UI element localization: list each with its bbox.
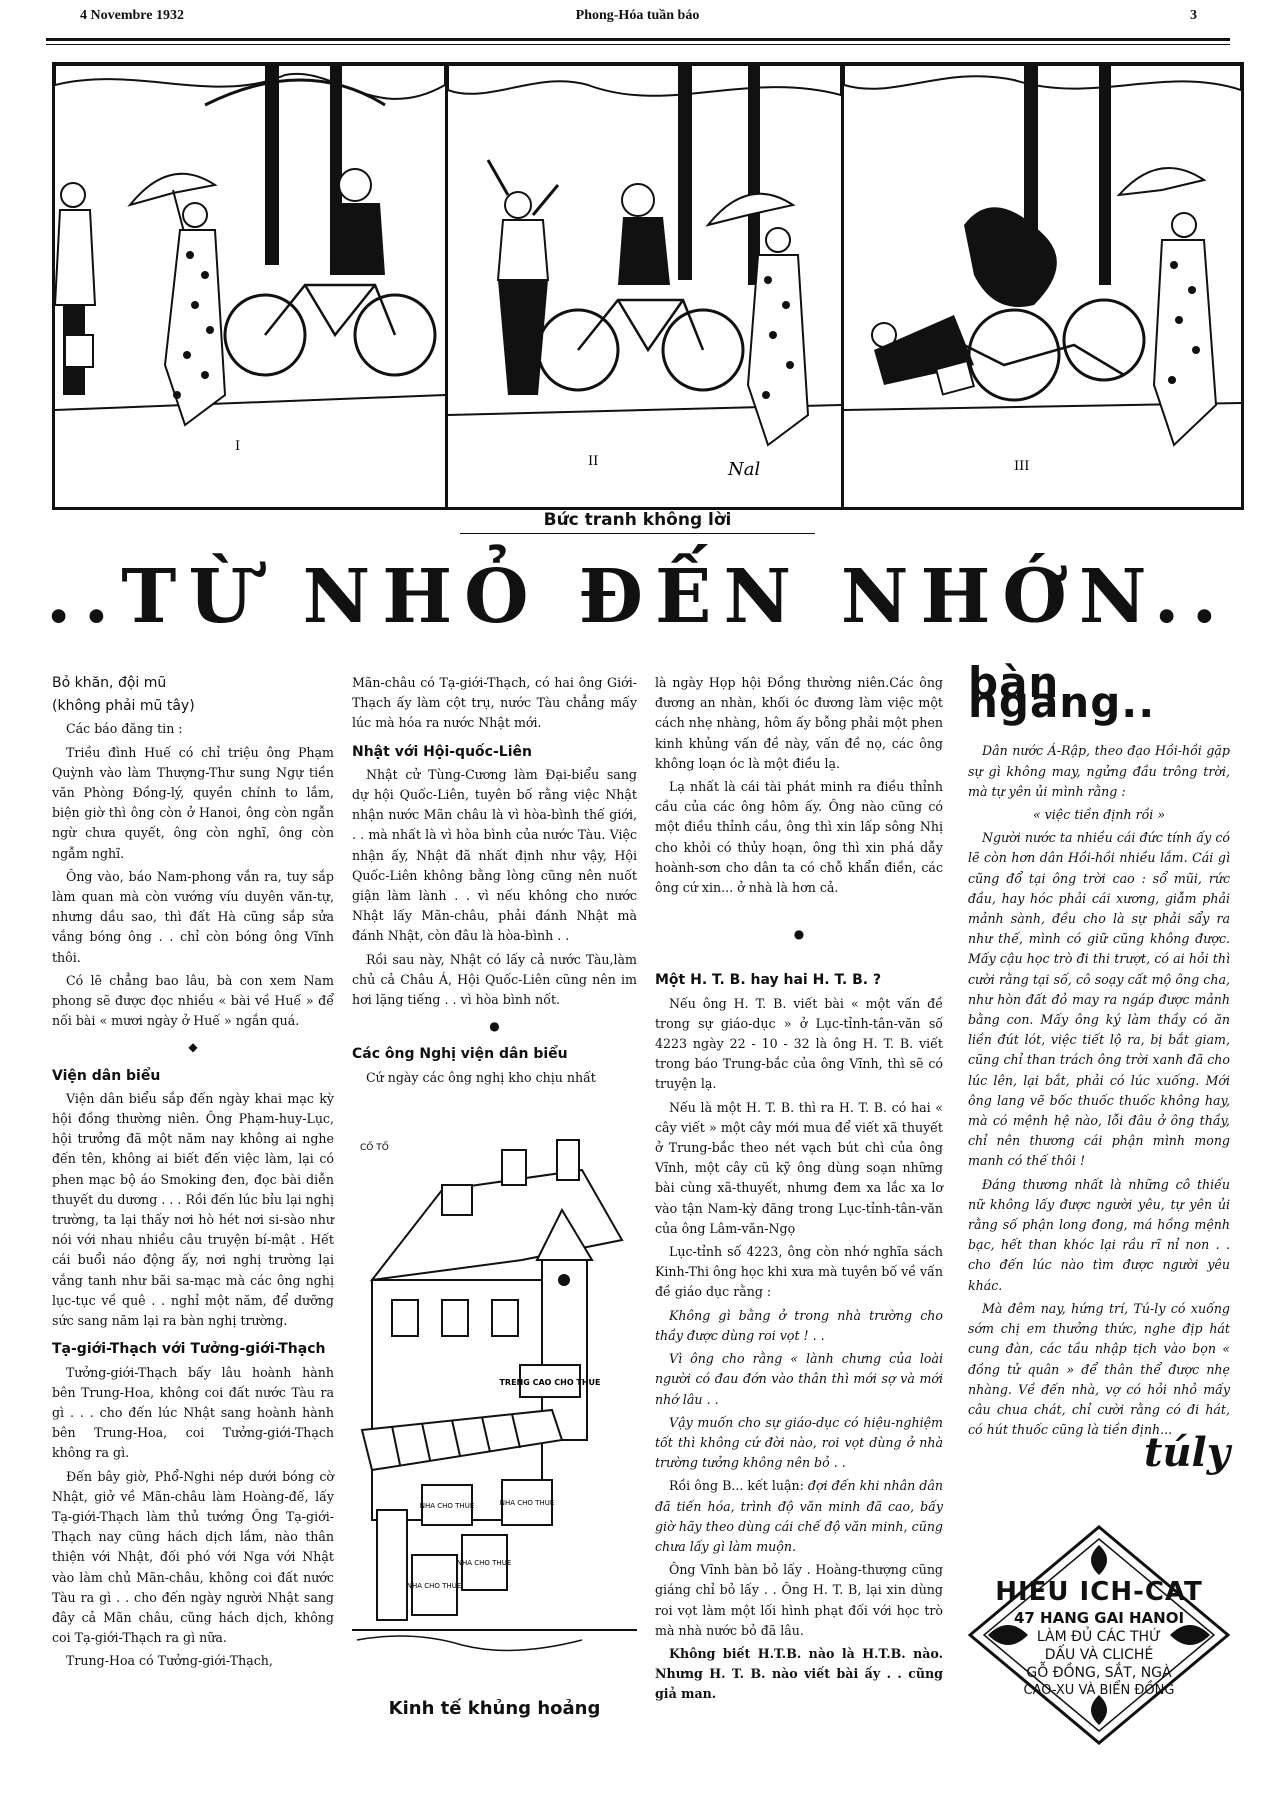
paragraph: Trung-Hoa có Tưởng-giới-Thạch, — [66, 1653, 273, 1669]
quoted-paragraph: Không gì bằng ở trong nhà trường cho thầy được dùng roi vọt ! . . — [655, 1307, 943, 1343]
cartoonist-signature: CỐ TỐ — [360, 1143, 389, 1153]
author-signature: túly — [1144, 1429, 1230, 1477]
comic-panel-1-drawing — [55, 65, 445, 507]
header-rule-thin — [46, 44, 1230, 45]
comic-panel-2 — [448, 65, 841, 507]
column-2 — [352, 673, 637, 1091]
section-heading: Bỏ khăn, đội mũ — [52, 675, 167, 691]
sign-text: NHA CHO THUE — [456, 1559, 512, 1567]
section-heading: Tạ-giới-Thạch với Tưởng-giới-Thạch — [52, 1341, 326, 1358]
comic-signature: Nal — [728, 459, 761, 480]
paragraph: Người nước ta nhiều cái đức tính ấy có lẽ còn hơn dân Hồi-hồi nhiều lắm. Cái gì cũng đổ tại ông trời cao : sổ mũi, rức đầu, hay hóc phải cái xương, giẫm phải mảnh sành, đều cho là sự phải sẩy ra như thế, mình có giữ cũng không được. Mấy cậu học trò đi thi trượt, có ai hỏi thì cười rằng tại số, cô soạy cất mộ ông cha, như hòn đất đỏ may ra ngáp được mảnh bằng con. Mấy ông ký làm thầy có ăn liền đút lót, việc tiết lộ ra, bị bắt giam, cũng chỉ than trách ông trời xanh đã cho lúc lên, lại bắt, phải có lúc xuống. Mới ông lang vẽ bốc thuốc thuốc không hay, mà có mệnh hệ nào, lỗi đâu ở ông thầy, chỉ nên thương cái phận mình mong manh có thế thôi ! — [968, 830, 1230, 1169]
paragraph: Cứ ngày các ông nghị kho chịu nhất — [366, 1069, 596, 1085]
panel-label-3: III — [1014, 459, 1030, 474]
paragraph: Ông Vĩnh bàn bỏ lấy . Hoàng-thượng cũng giáng chỉ bỏ lấy . . Ông H. T. B, lại xin dùng roi vọt làm một lối hình phạt đối với học trò mà nhà nước bỏ đã lâu. — [655, 1562, 943, 1638]
paragraph-italic: đợi đến khi nhân dân đã tiến hóa, trình độ văn minh đã cao, bấy giờ hãy theo dùng cái chế độ văn minh, cũng chưa lấy gì làm muộn. — [655, 1478, 943, 1554]
ad-line: DẤU VÀ CLICHÉ — [1044, 1647, 1154, 1663]
section-divider-dot: ● — [793, 927, 805, 942]
panel-label-1: I — [235, 439, 241, 454]
page-number: 3 — [1190, 8, 1197, 23]
panel-label-2: II — [588, 454, 599, 469]
sign-text: NHA CHO THUE — [406, 1582, 462, 1590]
paragraph: Viện dân biểu sắp đến ngày khai mạc kỳ hội đồng thường niên. Ông Phạm-huy-Lục, hội trưởng đã một năm nay không ai nghe đến tên, không ai biết đến việc làm, lại có phen mạc bộ áo Smoking đen, đọc bài diễn thuyết du dương . . . Rồi đến lúc bỉu lại nghị trường, ta lại thấy nơi hò hét nơi si-sào như nói với nhau nhiều câu truyện bí-mật . Hết cái buổi náo động ấy, nơi nghị trường lại vắng tanh như bãi sa-mạc mà các ông nghị lục-tục về quê . . nghỉ một năm, để dưỡng sức sang năm lại ra bàn nghị trường. — [52, 1090, 334, 1329]
paragraph: Đáng thương nhất là những cô thiếu nữ không lấy được người yêu, tự yên ủi rằng số phận long đong, má hồng mệnh bạc, hết than khóc lại rầu rĩ nỉ non . . cho đến lúc nào tìm được người yêu khác. — [968, 1176, 1230, 1293]
ad-shop-name: HIEU ICH-CAT — [995, 1577, 1203, 1607]
comic-panel-1 — [55, 65, 445, 507]
ad-address: 47 HANG GAI HANOI — [1013, 1609, 1185, 1627]
paragraph: Đến bây giờ, Phổ-Nghi nép dưới bóng cờ Nhật, giở về Mãn-châu làm Hoàng-đế, lấy Tạ-giới-Thạch làm thủ tướng Ông Tạ-giới-Thạch nay cũng hách dịch lắm, nào thân thiện với Nhật, đối phó với Nga với Nhật vào làm chủ Mãn-châu, không coi đất nước Tàu ra gì . . cho đến ngày người Nhật sang đây cả Mãn châu, cũng hách dịch, không coi Tạ-giới-Thạch ra gì nữa. — [52, 1468, 334, 1646]
sign-text: NHA CHO THUE — [419, 1502, 475, 1510]
paragraph: Dân nước Á-Rập, theo đạo Hồi-hồi gặp sự gì không may, ngửng đầu trông trời, mà tự yên ủi mình rằng : — [968, 743, 1230, 799]
paragraph: Mà đêm nay, hứng trí, Tú-ly có xuống sớm chị em thưởng thức, nghe địp hát cung đàn, các tầu nhập tịch vào bọn « đồng tử quân » để thân thể được nhẹ nhàng. Về đến nhà, vợ có hỏi nhỏ mấy câu chua chát, chỉ cười rằng có đi hát, có hút thuốc cũng là tiền định... — [968, 1300, 1230, 1438]
paragraph: Mãn-châu có Tạ-giới-Thạch, có hai ông Giới-Thạch ấy làm cột trụ, nước Tàu chẳng mấy lúc mà hóa ra nước Nhật mới. — [352, 675, 637, 731]
paragraph: là ngày Họp hội Đồng thường niên.Các ông đương an nhàn, khối óc đương làm việc một cách nhẹ nhàng, hôm ấy bỗng phải một phen kinh khủng vấn đề này, vấn đề nọ, các ông không loạn óc là một điều lạ. — [655, 675, 943, 771]
ad-line: LÀM ĐỦ CÁC THỨ — [1036, 1629, 1162, 1645]
paragraph — [655, 1476, 943, 1557]
paragraph: Không biết H.T.B. nào là H.T.B. nào. Nhưng H. T. B. nào viết bài ấy . . cũng giả man. — [655, 1645, 943, 1702]
sign-text: TRENG CAO CHO THUE — [499, 1378, 601, 1387]
paragraph: Nhật cử Tùng-Cương làm Đại-biểu sang dự hội Quốc-Liên, tuyên bố rằng việc Nhật nhận nước Mãn châu là vì hòa-bình thế giới, . . mà nhất là vì hòa bình của nước Tàu. Việc nhận ấy, Nhật đã nhất định như vậy, Hội Quốc-Liên không bằng lòng cũng nên nuốt giận làm lành . . vì nếu không cho nước Nhật lấy Mãn-châu, phải đánh Nhật mà đánh Nhật, còn đâu là hòa-bình . . — [352, 766, 637, 944]
paragraph: Có lẽ chẳng bao lâu, bà con xem Nam phong sẽ được đọc nhiều « bài về Huế » để nối bài « mươi ngày ở Huế » ngắn quá. — [52, 972, 334, 1029]
cartoon-drawing — [352, 1110, 637, 1665]
paragraph: Nếu ông H. T. B. viết bài « một vấn đề trong sự giáo-dục » ở Lục-tỉnh-tân-văn số 4223 ngày 22 - 10 - 32 là ông H. T. B. viết trong báo Trung-bắc của ông Vĩnh, thì sẽ có truyện lạ. — [655, 995, 943, 1092]
ad-line: CAO-XU VÀ BIỂN ĐỒNG — [1023, 1683, 1175, 1698]
paragraph: Lạ nhất là cái tài phát minh ra điều thỉnh cầu của các ông hôm ấy. Ông nào cũng có một điều thỉnh cầu, ông thì xin lấp sông Nhị cho khỏi có thủy hoạn, ông thì xin phá dẫy hoành-sơn cho dân ta có chỗ khẩn điền, các ông cứ xin... ở nhà là hơn cả. — [655, 779, 943, 896]
section-divider-dot: ◆ — [188, 1040, 198, 1055]
paragraph: Rồi sau này, Nhật có lấy cả nước Tàu,làm chủ cả Châu Á, Hội Quốc-Liên cũng nên im hơi lặng tiếng . . vì hòa bình nốt. — [352, 951, 637, 1008]
issue-date: 4 Novembre 1932 — [80, 8, 184, 23]
paragraph-lead: Rồi ông B... kết luận: — [669, 1478, 808, 1494]
cartoon-caption: Kinh tế khủng hoảng — [388, 1698, 601, 1719]
comic-strip — [52, 62, 1244, 510]
section-subheading: (không phải mũ tây) — [52, 698, 195, 715]
header-rule — [46, 38, 1230, 41]
comic-panel-3-drawing — [844, 65, 1241, 507]
advertisement — [968, 1525, 1230, 1745]
column-4 — [968, 658, 1230, 1477]
ad-line: GỖ ĐỒNG, SẮT, NGÀ — [1026, 1665, 1172, 1681]
paragraph: Triều đình Huế có chỉ triệu ông Phạm Quỳnh vào làm Thượng-Thư sung Ngự tiền văn Phòng Đồng-lý, quyền chính to lắm, biện giờ thì ông còn ở Hanoi, ông còn ngẫn ngừ chưa quyết, ông còn nghĩ, ông còn ngẫm nghĩ. — [52, 744, 334, 861]
paragraph: Lục-tỉnh số 4223, ông còn nhớ nghĩa sách Kinh-Thi ông học khi xưa mà tuyên bố về vấn đề giáo dục rằng : — [655, 1244, 943, 1300]
section-heading: Một H. T. B. hay hai H. T. B. ? — [655, 972, 882, 989]
cartoon-illustration — [352, 1110, 637, 1665]
column-3 — [655, 673, 943, 1708]
newspaper-name: Phong-Hóa tuần báo — [575, 8, 700, 23]
column-title: bàn ngang.. — [968, 658, 1156, 728]
caption-rule — [460, 533, 815, 534]
quoted-paragraph: Vậy muốn cho sự giáo-dục có hiệu-nghiệm tốt thì không cứ đời nào, roi vọt dùng ở nhà trường tưởng không nên bỏ . . — [655, 1414, 943, 1471]
sign-text: NHA CHO THUE — [499, 1499, 555, 1507]
column-1 — [52, 673, 334, 1675]
section-heading: Viện dân biểu — [52, 1067, 161, 1084]
comic-caption: Bức tranh không lời — [543, 510, 732, 530]
section-heading: Các ông Nghị viện dân biểu — [352, 1046, 568, 1063]
quote: « việc tiền định rồi » — [1032, 807, 1166, 823]
section-divider-dot: ● — [489, 1019, 500, 1034]
page-title: ..TỪ NHỎ ĐẾN NHỚN.. — [45, 554, 1230, 640]
paragraph: Các báo đăng tin : — [66, 721, 183, 737]
section-heading: Nhật với Hội-quốc-Liên — [352, 743, 532, 760]
paragraph: Ông vào, báo Nam-phong vắn ra, tuy sắp làm quan mà còn vướng víu duyên văn-tự, nhưng dầu sao, thì đất Hà cũng sắp sửa vắng bóng ông . . chỉ còn bóng ông Vĩnh thôi. — [52, 868, 334, 965]
quoted-paragraph: Vì ông cho rằng « lành chưng của loài người có đau đớn vào thân thì mới sợ và mới nhớ lâu . . — [655, 1351, 943, 1407]
comic-panel-3 — [844, 65, 1241, 507]
comic-panel-2-drawing — [448, 65, 841, 507]
paragraph: Nếu là một H. T. B. thì ra H. T. B. có hai « cây viết » một cây mới mua để viết xã thuyết ở Trung-bắc theo nét vạch bút chì của ông Vĩnh, một cây cũ kỹ ông dùng soạn những bài cùng xã-thuyết, nhưng đem xa lắc xa lơ vào tận Nam-kỳ đăng trong Lục-tỉnh-tân-văn của ông Lâm-văn-Ngọ — [655, 1099, 943, 1236]
paragraph: Tưởng-giới-Thạch bấy lâu hoành hành bên Trung-Hoa, không coi đất nước Tàu ra gì . . . cho đến lúc Nhật sang hoành hành bên Trung-Hoa, coi Tưởng-giới-Thạch không ra gì. — [52, 1364, 334, 1461]
